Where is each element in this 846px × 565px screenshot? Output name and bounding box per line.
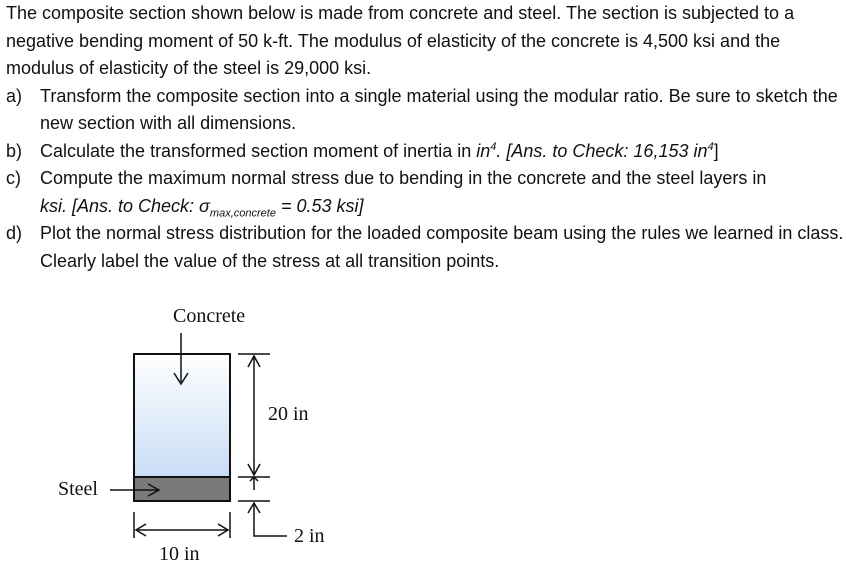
item-text: Calculate the transformed section moment of inertia in $in^4$. [Ans. to Check: 16,153 $in^4$]: [40, 140, 719, 161]
item-text: Plot the normal stress distribution for the loaded composite beam using the rules we learned in class. Clearly label the value of the stress at all transition points.: [40, 223, 844, 271]
item-label: c): [6, 168, 21, 188]
width-dimension: [134, 512, 230, 538]
item-text: Compute the maximum normal stress due to bending in the concrete and the steel layers in ksi. [Ans. to Check: $\sigma_{max,concrete} = 0.53$ ksi]: [40, 168, 767, 220]
height-dimension: [238, 354, 270, 477]
item-text: Transform the composite section into a single material using the modular ratio. Be sure to sketch the new section with all dimensions.: [40, 85, 838, 133]
item-label: d): [6, 223, 23, 243]
concrete-label: Concrete: [173, 305, 246, 327]
steel-layer: [134, 477, 230, 501]
steel-label: Steel: [58, 478, 98, 500]
steel-height-dimension: [238, 477, 287, 536]
item-label: b): [6, 140, 23, 161]
concrete-block: [134, 354, 230, 477]
item-label: a): [6, 85, 23, 106]
height-label: 20 in: [268, 403, 309, 425]
intro-paragraph: The composite section shown below is made from concrete and steel. The section is subjected to a negative bending moment of 50 k-ft. The modulus of elasticity of the concrete is 4,500 ksi and the modulus of elasticity of the steel is 29,000 ksi.: [6, 3, 795, 78]
width-label: 10 in: [159, 543, 200, 565]
steel-height-label: 2 in: [294, 525, 325, 547]
